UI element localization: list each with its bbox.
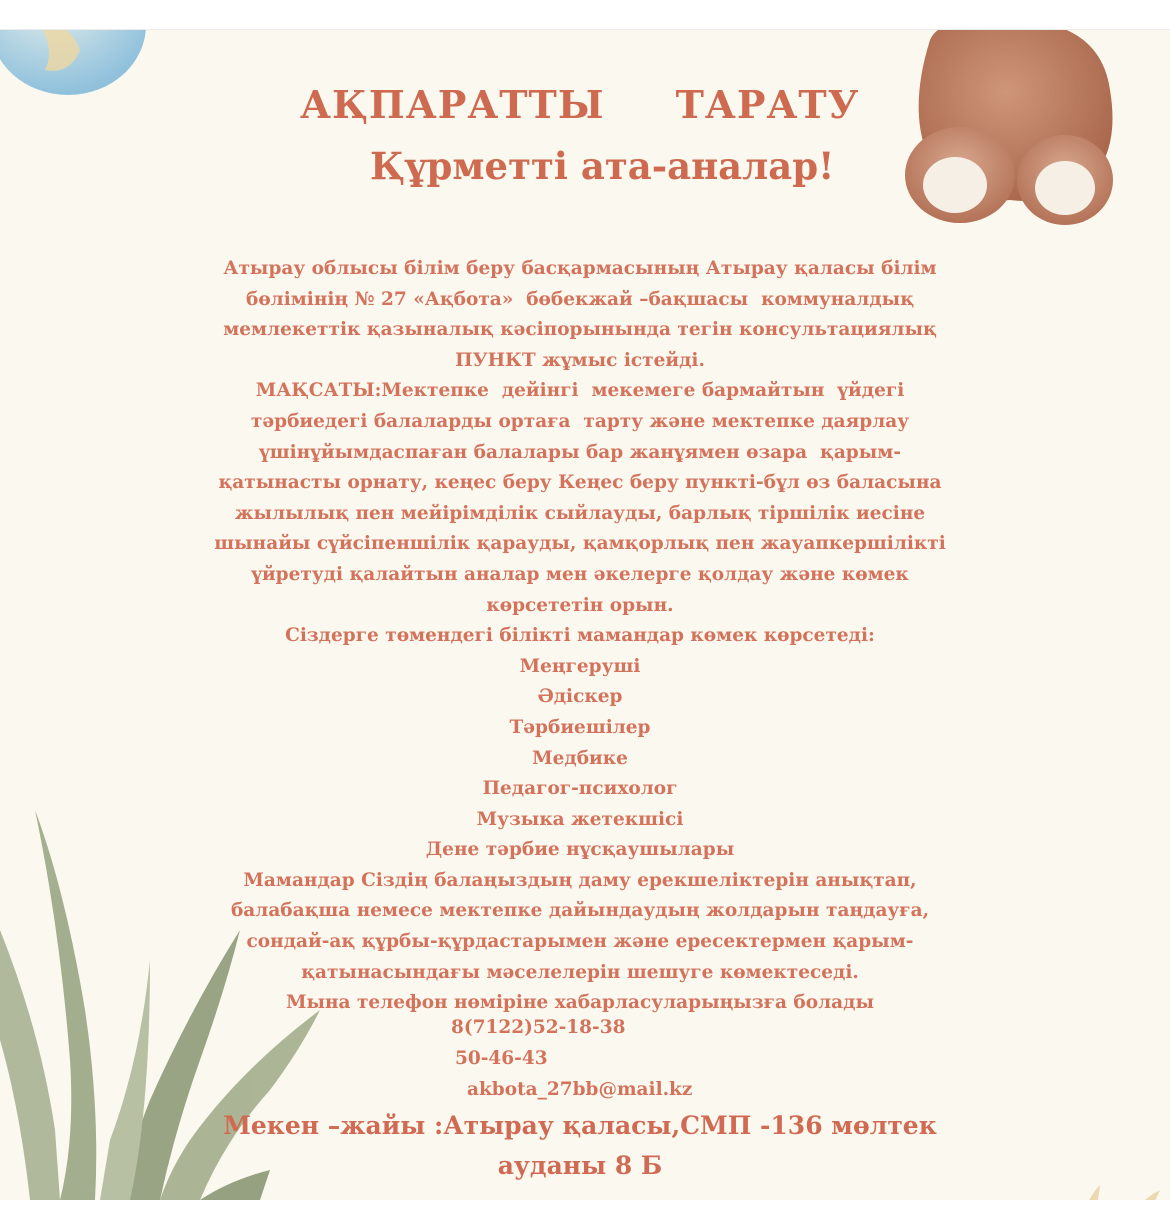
body-line: жылылық пен мейірімділік сыйлауды, барлық тіршілік иесіне [234,502,926,524]
body-line: сондай-ақ құрбы-құрдастарымен және ересектермен қарым- [246,931,914,953]
phone-number-1: 8(7122)52-18-38 [451,1017,626,1038]
specialist-item: Дене тәрбие нұсқаушылары [425,839,735,861]
body-line: үшінұйымдаспаған балалары бар жанұямен өзара қарым- [258,441,902,463]
body-line: қатынасындағы мәселелерін шешуге көмектеседі. [301,961,859,983]
address-line: ауданы 8 Б [497,1151,663,1180]
address [200,1106,960,1186]
specialist-item: Меңгеруші [519,655,641,677]
body-line: қатынасты орнату, кеңес беру Кеңес беру пункті-бұл өз баласына [218,472,942,494]
info-poster [0,30,1170,1200]
body-line: балабақша немесе мектепке дайындаудың жолдарын таңдауға, [230,900,930,922]
body-line: ПУНКТ жұмыс істейді. [455,349,705,371]
goal-line: МАҚСАТЫ:Мектепке дейінгі мекемеге бармайтын үйдегі [255,380,905,402]
body-line: Атырау облысы білім беру басқармасының Атырау қаласы білім [223,258,937,279]
poster-title: АҚПАРАТТЫ ТАРАТУ [300,82,860,127]
phone-intro: Мына телефон нөміріне хабарласуларыңызға болады [285,992,875,1014]
specialist-item: Әдіскер [537,686,623,708]
leaf-icon [1060,1180,1170,1200]
body-line: тәрбиедегі балаларды ортаға тарту және мектепке даярлау [250,410,910,432]
phone-number-2: 50-46-43 [455,1048,548,1069]
poster-body [150,254,1010,1019]
teddy-bear-icon [900,30,1130,260]
globe-icon [0,30,150,130]
specialist-item: Медбике [532,747,628,769]
body-line: көрсететін орын. [486,594,674,616]
specialist-item: Тәрбиешілер [509,716,651,738]
specialist-item: Музыка жетекшісі [476,808,684,830]
specialists-heading: Сіздерге төмендегі білікті мамандар көмек көрсетеді: [285,625,875,647]
body-line: шынайы сүйсіпеншілік қарауды, қамқорлық пен жауапкершілікті [214,533,946,555]
specialist-item: Педагог-психолог [482,778,678,800]
poster-subtitle: Құрметті ата-аналар! [370,144,835,188]
body-line: мемлекеттік қазыналық кәсіпорынында тегін консультациялық [223,319,937,341]
email-address: akbota_27bb@mail.kz [467,1079,693,1100]
address-line: Мекен –жайы :Атырау қаласы,СМП -136 мөлтек [223,1111,937,1140]
body-line: бөлімінің № 27 «Ақбота» бөбекжай –бақшасы коммуналдық [245,288,914,310]
body-line: Мамандар Сіздің балаңыздың даму ерекшеліктерін анықтап, [243,869,917,891]
body-line: үйретуді қалайтын аналар мен әкелерге қолдау және көмек [251,563,909,585]
